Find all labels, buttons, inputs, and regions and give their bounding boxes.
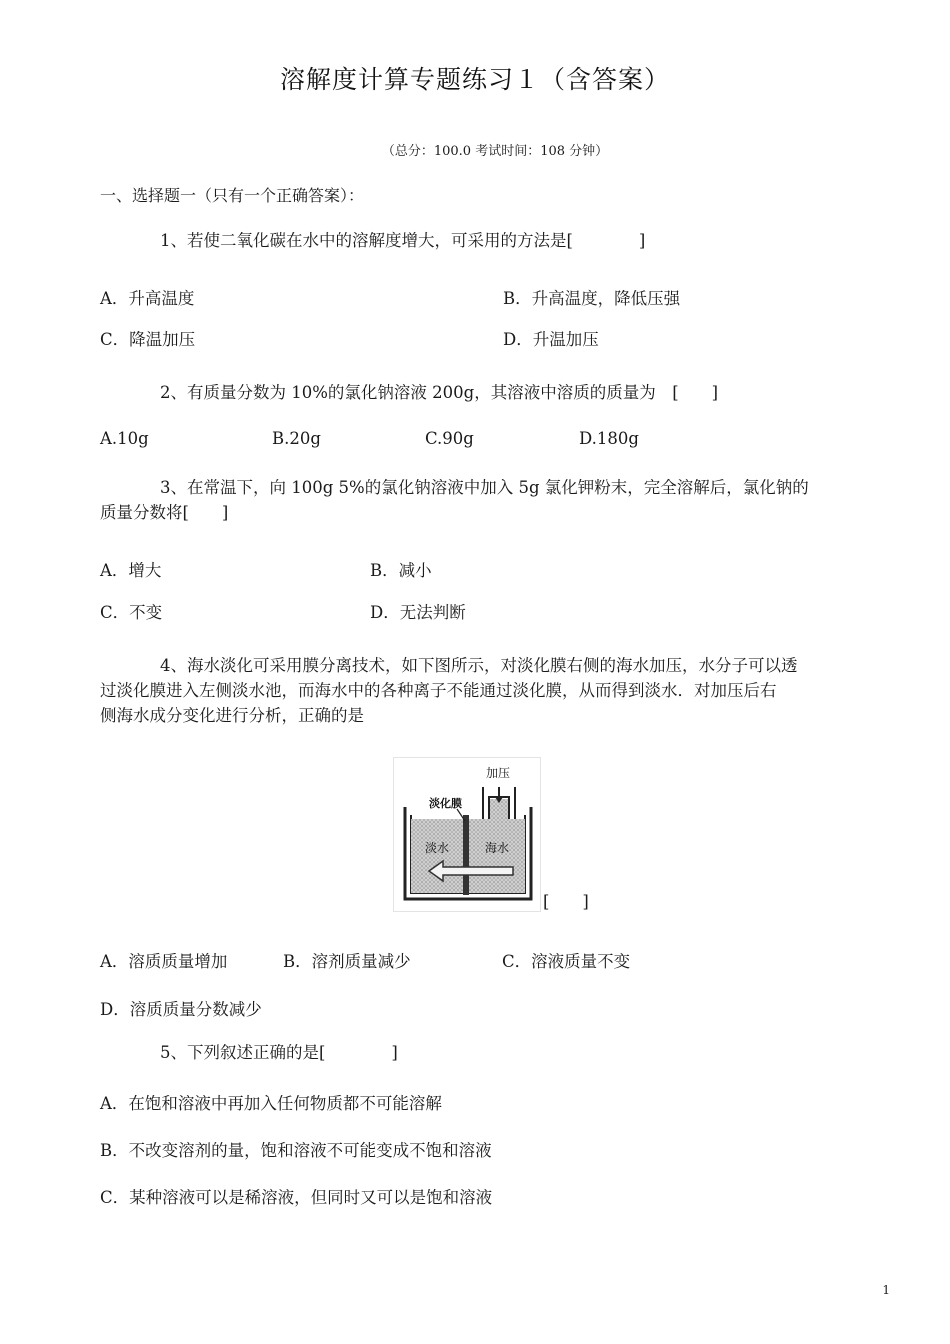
label-fresh-water: 淡水 [425,841,450,855]
question-5-option-c: C．某种溶液可以是稀溶液，但同时又可以是饱和溶液 [100,1188,493,1207]
question-5-option-a: A．在饱和溶液中再加入任何物质都不可能溶解 [100,1094,442,1113]
page-title: 溶解度计算专题练习１（含答案） [279,65,670,94]
question-2-option-a: A.10g [100,429,149,448]
membrane [463,815,469,895]
desalination-diagram [393,757,541,912]
question-3-option-c: C．不变 [100,603,163,622]
question-2-option-c: C.90g [425,429,474,448]
question-1-option-a: A．升高温度 [100,289,195,308]
question-2-option-b: B.20g [272,429,321,448]
question-2-option-d: D.180g [579,429,639,448]
question-5-stem: 5、下列叙述正确的是[ ] [160,1043,398,1062]
question-3-stem-line-2: 质量分数将[ ] [100,503,229,522]
question-4-stem-line-3: 侧海水成分变化进行分析，正确的是 [100,706,364,725]
label-pressure: 加压 [486,766,511,780]
question-3-option-d: D．无法判断 [370,603,466,622]
question-4-stem-line-2: 过淡化膜进入左侧淡水池，而海水中的各种离子不能通过淡化膜，从而得到淡水．对加压后右 [100,681,777,700]
question-3-option-b: B．减小 [370,561,432,580]
question-3-stem-line-1: 3、在常温下，向 100g 5%的氯化钠溶液中加入 5g 氯化钾粉末，完全溶解后，氯化钠的 [160,478,809,497]
question-3-option-a: A．增大 [100,561,162,580]
question-4-stem-line-1: 4、海水淡化可采用膜分离技术，如下图所示，对淡化膜右侧的海水加压，水分子可以透 [160,656,798,675]
page-number: 1 [882,1283,890,1297]
question-1-stem: 1、若使二氧化碳在水中的溶解度增大，可采用的方法是[ ] [160,231,646,250]
desalination-figure [393,757,541,912]
question-5-option-b: B．不改变溶剂的量，饱和溶液不可能变成不饱和溶液 [100,1141,492,1160]
exam-info: （总分：100.0 考试时间：108 分钟） [381,144,609,159]
question-4-option-d: D．溶质质量分数减少 [100,1000,262,1019]
question-1-option-c: C．降温加压 [100,330,196,349]
section-heading: 一、选择题一（只有一个正确答案）： [100,186,365,205]
question-1-option-d: D．升温加压 [503,330,599,349]
question-2-stem: 2、有质量分数为 10%的氯化钠溶液 200g，其溶液中溶质的质量为 [ ] [160,383,719,402]
question-4-option-b: B．溶剂质量减少 [283,952,411,971]
label-membrane: 淡化膜 [429,797,462,810]
label-sea-water: 海水 [485,841,510,855]
question-1-option-b: B．升高温度，降低压强 [503,289,681,308]
question-4-answer-bracket: [ ] [543,892,589,911]
question-4-option-a: A．溶质质量增加 [100,952,228,971]
question-4-option-c: C．溶液质量不变 [502,952,631,971]
